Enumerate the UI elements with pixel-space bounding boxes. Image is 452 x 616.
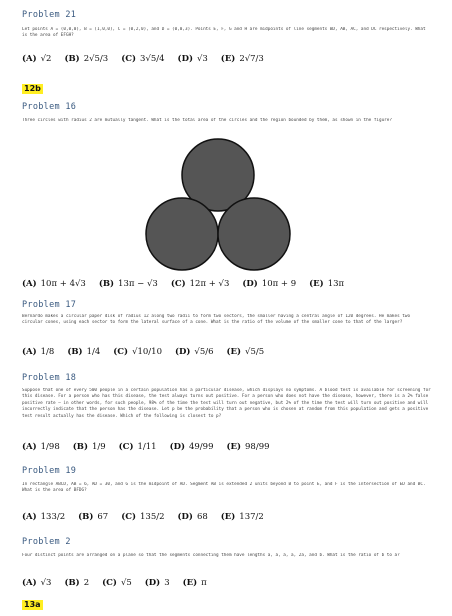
problem-title: Problem 16 [22, 102, 77, 112]
circle-bottom-right [218, 198, 290, 270]
choice-a: (A) √2 [22, 54, 52, 64]
problem-title: Problem 18 [22, 373, 77, 383]
choice-e: (E) π [182, 578, 207, 588]
problem-title: Problem 19 [22, 466, 77, 476]
choice-c: (C) √10/10 [113, 347, 162, 357]
answer-choices [22, 512, 432, 522]
problem-title: Problem 17 [22, 300, 77, 310]
choice-c: (C) √5 [102, 578, 132, 588]
problem-statement: Let points A = (0,0,0), B = (1,0,0), C = (0,2,0), and D = (0,0,3). Points E, F, G and H are midpoints of line segments BD, AB, AC, and DC respectively. What is the area of EFGH? [22, 27, 426, 39]
choice-b: (B) 67 [78, 512, 109, 522]
choice-c: (C) 135/2 [121, 512, 165, 522]
choice-e: (E) 137/2 [220, 512, 264, 522]
choice-e: (E) 98/99 [226, 442, 270, 452]
problem-statement: Bernardo makes a circular paper disk of radius 12 along two radii to form two sectors, the smaller having a central angle of 120 degrees. He makes two circular cones, using each sector to form the lateral surface of a cone. What is the ratio of the volume of the smaller cone to that of the larger? [22, 314, 411, 326]
section-tag: 12b [24, 84, 41, 93]
choice-d: (D) 49/99 [169, 442, 214, 452]
choice-b: (B) 1/9 [72, 442, 106, 452]
choice-b: (B) 2 [64, 578, 90, 588]
choice-e: (E) 2√7/3 [220, 54, 264, 64]
choice-e: (E) √5/5 [226, 347, 265, 357]
problem-title: Problem 21 [22, 10, 77, 20]
problem-statement: Three circles with radius 2 are mutually tangent. What is the total area of the circles and the region bounded by them, as shown in the figure? [22, 118, 392, 123]
choice-c: (C) 3√5/4 [121, 54, 165, 64]
choice-b: (B) 2√5/3 [64, 54, 109, 64]
choice-d: (D) √5/6 [174, 347, 214, 357]
choice-e: (E) 13π [309, 279, 345, 289]
choice-a: (A) 1/8 [22, 347, 55, 357]
answer-choices [22, 347, 432, 357]
answer-choices [22, 442, 432, 452]
choice-a: (A) 1/98 [22, 442, 60, 452]
choice-c: (C) 12π + √3 [170, 279, 230, 289]
answer-choices [22, 279, 432, 289]
answer-choices [22, 578, 432, 588]
choice-b: (B) 13π − √3 [98, 279, 158, 289]
circle-bottom-left [146, 198, 218, 270]
choice-c: (C) 1/11 [118, 442, 157, 452]
problem-statement: In rectangle ABCD, AB = 6, AD = 30, and G is the midpoint of AD. Segment AB is extended 2 units beyond B to point E, and F is the intersection of ED and BC. What is the area of BFDG? [22, 482, 426, 494]
choice-a: (A) 10π + 4√3 [22, 279, 86, 289]
choice-a: (A) √3 [22, 578, 52, 588]
choice-d: (D) 10π + 9 [242, 279, 297, 289]
section-tag: 13a [24, 600, 41, 609]
choice-a: (A) 133/2 [22, 512, 66, 522]
choice-d: (D) 68 [177, 512, 208, 522]
choice-b: (B) 1/4 [67, 347, 101, 357]
choice-d: (D) √3 [177, 54, 208, 64]
choice-d: (D) 3 [144, 578, 170, 588]
problem-statement: Four distinct points are arranged on a plane so that the segments connecting them have lengths a, a, a, a, 2a, and b. What is the ratio of b to a? [22, 553, 400, 558]
problem-title: Problem 2 [22, 537, 71, 547]
problem-statement: Suppose that one of every 500 people in a certain population has a particular disease, which displays no symptoms. A blood test is available for screening for this disease. For a person who has this disease, the test always turns out positive. For a person who does not have the disease, however, there is a 2% false positive rate — in other words, for such people, 98% of the time the test will turn out negative, but 2% of the time the test will turn out positive and will incorrectly indicate that the person has the disease. Let p be the probability that a person who is chosen at random from this population and gets a positive test result actually has the disease. Which of the following is closest to p? [22, 388, 431, 419]
